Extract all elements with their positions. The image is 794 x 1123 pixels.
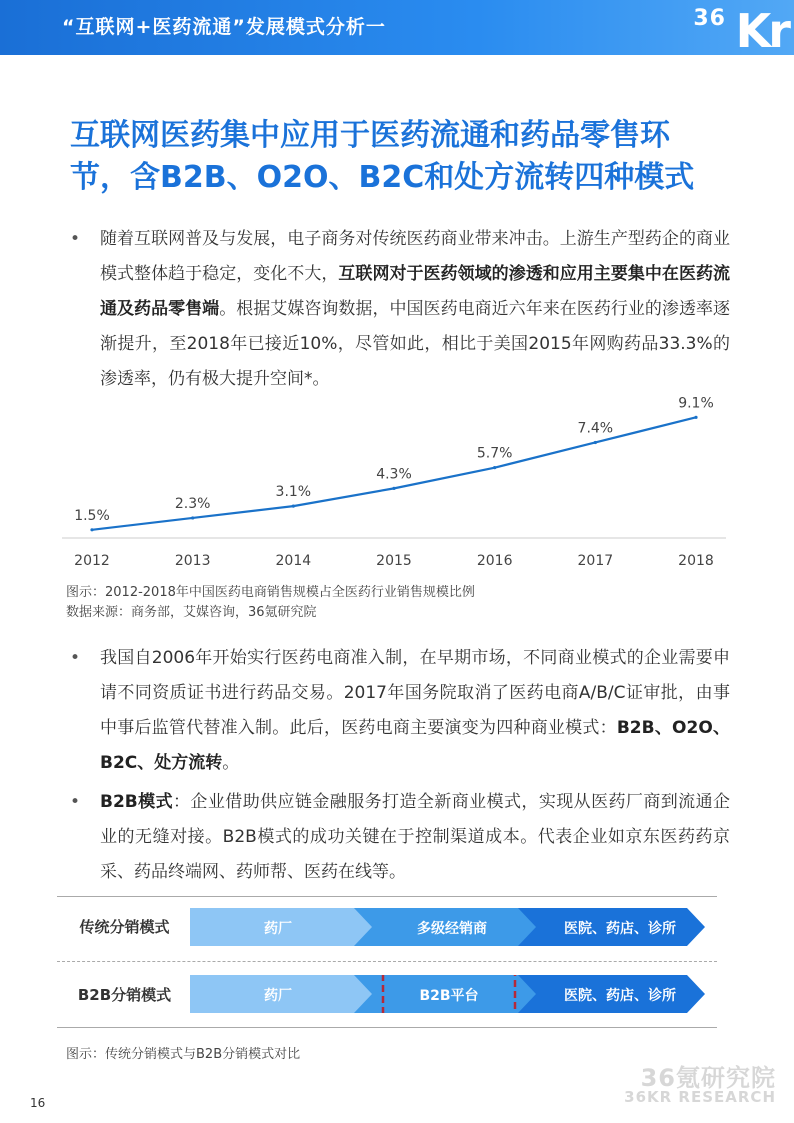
watermark-en: 36KR RESEARCH — [624, 1088, 776, 1106]
text-span: 我国自2006年开始实行医药电商准入制，在早期市场，不同商业模式的企业需要申请不同资质证书进行药品交易。2017年国务院取消了医药电商A/B/C证审批，由事中事后监管代替准入制。此后，医药电商主要演变为四种商业模式： — [100, 648, 730, 738]
x-tick-label: 2018 — [678, 553, 714, 569]
bullet-icon: • — [70, 229, 81, 249]
data-label: 9.1% — [678, 395, 714, 412]
emphasis-text: 互联网对于医药领域的渗透和应用主要集中在医药流通及药品零售端 — [100, 264, 731, 319]
paragraph-regulation — [70, 641, 730, 781]
paragraph-b2b-model — [70, 785, 730, 890]
flow-step-terminals: 医院、药店、诊所 — [564, 921, 676, 937]
flow-step-b2b-platform: B2B平台 — [419, 988, 479, 1004]
bullet-icon: • — [70, 792, 81, 812]
emphasis-text: B2B、O2O、B2C、处方流转 — [100, 718, 731, 773]
chart-caption-title: 图示：2012-2018年中国医药电商销售规模占全医药行业销售规模比例 — [66, 585, 475, 600]
data-point — [191, 516, 194, 519]
flow-step-manufacturer: 药厂 — [264, 921, 292, 937]
data-label: 7.4% — [577, 420, 614, 437]
logo-number: 36 — [693, 6, 726, 31]
page-number: 16 — [30, 1096, 46, 1110]
divider — [57, 1027, 717, 1028]
flow-step-manufacturer: 药厂 — [264, 988, 292, 1004]
flow-caption: 图示：传统分销模式与B2B分销模式对比 — [66, 1047, 301, 1062]
data-label: 3.1% — [275, 484, 312, 501]
logo-letters: Kr — [735, 4, 788, 58]
x-tick-label: 2013 — [174, 553, 211, 569]
section-headline — [70, 115, 760, 199]
paragraph-text — [100, 641, 730, 781]
x-tick-label: 2017 — [577, 553, 614, 569]
text-span: 。根据艾媒咨询数据，中国医药电商近六年来在医药行业的渗透率逐渐提升，至2018年已接近10%，尽管如此，相比于美国2015年网购药品33.3%的渗透率，仍有极大提升空间*。 — [100, 299, 731, 389]
chart-caption-source: 数据来源：商务部，艾媒咨询，36氪研究院 — [66, 605, 317, 620]
page-title: “互联网+医药流通”发展模式分析一 — [62, 16, 386, 38]
paragraph-penetration — [70, 222, 730, 397]
flow-step-terminals: 医院、药店、诊所 — [564, 988, 676, 1004]
data-point — [90, 528, 93, 531]
x-tick-label: 2012 — [74, 553, 110, 569]
divider — [57, 896, 717, 897]
chart-caption — [66, 583, 475, 623]
data-point — [292, 505, 295, 508]
data-label: 2.3% — [174, 495, 211, 512]
text-span: ：企业借助供应链金融服务打造全新商业模式，实现从医药厂商到流通企业的无缝对接。B2B模式的成功关键在于控制渠道成本。代表企业如京东医药药京采、药品终端网、药师帮、医药在线等。 — [100, 792, 731, 882]
data-point — [392, 487, 395, 490]
flow-row-label-b2b: B2B分销模式 — [77, 986, 172, 1004]
paragraph-text — [100, 785, 730, 890]
header-bar — [0, 0, 794, 58]
data-label: 4.3% — [376, 466, 412, 483]
flow-step-distributors: 多级经销商 — [417, 921, 487, 937]
data-point — [594, 441, 597, 444]
data-label: 1.5% — [74, 507, 110, 524]
headline-line-2: 节，含B2B、O2O、B2C和处方流转四种模式 — [70, 160, 695, 195]
divider — [57, 961, 717, 962]
bullet-icon: • — [70, 648, 81, 668]
flow-row-label-traditional: 传统分销模式 — [79, 918, 170, 936]
x-tick-label: 2014 — [275, 553, 312, 569]
watermark-cn: 36氪研究院 — [640, 1064, 776, 1092]
emphasis-text: B2B模式 — [100, 792, 174, 812]
x-tick-label: 2016 — [476, 553, 513, 569]
data-label: 5.7% — [476, 445, 513, 462]
x-tick-label: 2015 — [376, 553, 412, 569]
paragraph-text — [100, 222, 730, 397]
data-point — [694, 416, 697, 419]
headline-line-1: 互联网医药集中应用于医药流通和药品零售环 — [70, 118, 670, 153]
text-span: 。 — [222, 753, 240, 773]
text-span: 随着互联网普及与发展，电子商务对传统医药商业带来冲击。上游生产型药企的商业模式整体趋于稳定，变化不大， — [100, 229, 730, 284]
penetration-line-chart — [62, 390, 742, 580]
data-point — [493, 466, 496, 469]
